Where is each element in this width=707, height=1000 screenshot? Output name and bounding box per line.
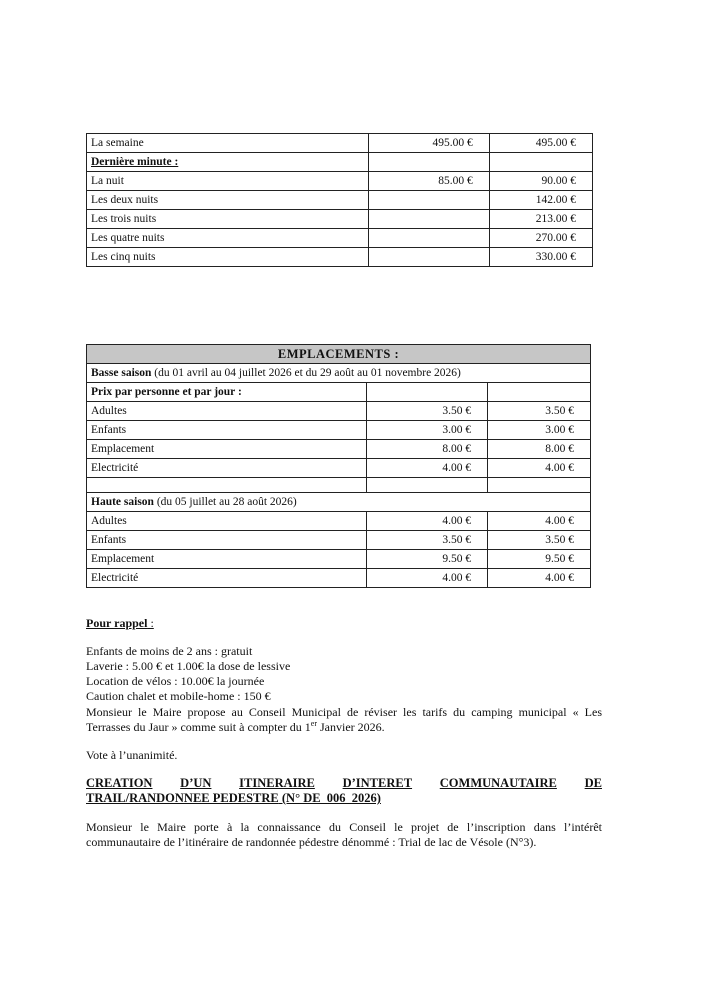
haute-saison-tarif-row bbox=[87, 512, 591, 531]
haute-saison-tarif-price-col2: 4.00 € bbox=[367, 569, 488, 588]
creation-title bbox=[86, 776, 602, 806]
creation-title-line2-suffix: (N° DE_006_2026) bbox=[278, 791, 381, 805]
basse-saison-tarif-label: Electricité bbox=[87, 459, 367, 478]
chalet-tarif-label: La nuit bbox=[87, 172, 369, 191]
creation-title-word: COMMUNAUTAIRE bbox=[439, 776, 557, 790]
chalet-tarif-row bbox=[87, 134, 593, 153]
basse-saison-tarif-price-col3: 8.00 € bbox=[488, 440, 591, 459]
haute-saison-tarif-label: Electricité bbox=[87, 569, 367, 588]
haute-saison-tarif-price-col3: 4.00 € bbox=[488, 569, 591, 588]
chalet-tarif-price-col2 bbox=[368, 248, 489, 267]
creation-title-word: DE bbox=[584, 776, 602, 790]
chalet-tarif-price-col3 bbox=[489, 153, 592, 172]
emplacements-body bbox=[87, 345, 591, 402]
chalet-tarif-label: Les deux nuits bbox=[87, 191, 369, 210]
tarifs-chalet-body bbox=[87, 134, 593, 267]
creation-title-line2 bbox=[86, 791, 602, 806]
basse-saison-tarif-row bbox=[87, 459, 591, 478]
chalet-tarif-price-col2 bbox=[368, 210, 489, 229]
haute-saison-tarif-price-col3: 3.50 € bbox=[488, 531, 591, 550]
haute-saison-rows bbox=[87, 512, 591, 588]
basse-saison-row bbox=[87, 364, 591, 383]
empty-cell bbox=[367, 478, 488, 493]
creation-title-word: CREATION bbox=[86, 776, 153, 790]
empty-cell bbox=[488, 478, 591, 493]
basse-saison-tarif-row bbox=[87, 402, 591, 421]
haute-saison-tarif-price-col2: 9.50 € bbox=[367, 550, 488, 569]
haute-saison-title bbox=[87, 493, 591, 512]
chalet-tarif-price-col3: 90.00 € bbox=[489, 172, 592, 191]
basse-saison-tarif-price-col3: 4.00 € bbox=[488, 459, 591, 478]
chalet-tarif-row bbox=[87, 153, 593, 172]
rappel-item: Caution chalet et mobile-home : 150 € bbox=[86, 689, 271, 703]
maire-propose-sup: er bbox=[310, 719, 317, 728]
emplacements-header: EMPLACEMENTS : bbox=[87, 345, 591, 364]
chalet-tarif-row bbox=[87, 172, 593, 191]
haute-saison-tarif-price-col2: 4.00 € bbox=[367, 512, 488, 531]
chalet-tarif-row bbox=[87, 210, 593, 229]
basse-saison-tarif-price-col2: 8.00 € bbox=[367, 440, 488, 459]
creation-title-line1 bbox=[86, 776, 602, 791]
chalet-tarif-label: Dernière minute : bbox=[87, 153, 369, 172]
chalet-tarif-price-col2 bbox=[368, 229, 489, 248]
chalet-tarif-price-col3: 495.00 € bbox=[489, 134, 592, 153]
chalet-tarif-price-col2: 495.00 € bbox=[368, 134, 489, 153]
chalet-tarif-label: Les quatre nuits bbox=[87, 229, 369, 248]
basse-saison-tarif-row bbox=[87, 440, 591, 459]
emplacements-table bbox=[86, 344, 591, 588]
chalet-tarif-row bbox=[87, 248, 593, 267]
basse-saison-rows bbox=[87, 402, 591, 478]
vote-paragraph: Vote à l’unanimité. bbox=[86, 748, 178, 762]
prix-personne-row bbox=[87, 383, 591, 402]
chalet-tarif-price-col2 bbox=[368, 153, 489, 172]
haute-saison-tarif-price-col3: 4.00 € bbox=[488, 512, 591, 531]
tarifs-chalet-table bbox=[86, 133, 593, 267]
maire-propose-paragraph bbox=[86, 705, 602, 735]
haute-saison-label: Haute saison bbox=[91, 496, 154, 508]
maire-propose-end: Janvier 2026. bbox=[316, 720, 385, 734]
rappel-title bbox=[86, 616, 602, 631]
basse-saison-tarif-price-col2: 3.00 € bbox=[367, 421, 488, 440]
basse-saison-tarif-label: Enfants bbox=[87, 421, 367, 440]
creation-title-word: D’INTERET bbox=[342, 776, 413, 790]
basse-saison-tarif-row bbox=[87, 421, 591, 440]
haute-saison-tarif-price-col3: 9.50 € bbox=[488, 550, 591, 569]
haute-saison-tarif-price-col2: 3.50 € bbox=[367, 531, 488, 550]
rappel-list bbox=[86, 644, 602, 704]
creation-title-line2-main: TRAIL/RANDONNEE PEDESTRE bbox=[86, 791, 279, 805]
rappel-item: Laverie : 5.00 € et 1.00€ la dose de lessive bbox=[86, 659, 291, 673]
empty-cell bbox=[488, 383, 591, 402]
emplacements-header-row bbox=[87, 345, 591, 364]
chalet-tarif-price-col2: 85.00 € bbox=[368, 172, 489, 191]
spacer-section bbox=[87, 478, 591, 512]
maire-propose-text: Monsieur le Maire propose au Conseil Municipal de réviser les tarifs du camping municipal « Les Terrasses du Jaur » comme suit à compter du 1 bbox=[86, 705, 602, 734]
prix-personne-label: Prix par personne et par jour : bbox=[87, 383, 367, 402]
chalet-tarif-row bbox=[87, 191, 593, 210]
chalet-tarif-price-col3: 330.00 € bbox=[489, 248, 592, 267]
chalet-tarif-price-col3: 142.00 € bbox=[489, 191, 592, 210]
basse-saison-label: Basse saison bbox=[91, 367, 152, 379]
haute-saison-row bbox=[87, 493, 591, 512]
chalet-tarif-price-col3: 213.00 € bbox=[489, 210, 592, 229]
empty-cell bbox=[367, 383, 488, 402]
chalet-tarif-label: La semaine bbox=[87, 134, 369, 153]
haute-saison-tarif-row bbox=[87, 550, 591, 569]
empty-cell bbox=[87, 478, 367, 493]
porte-paragraph: Monsieur le Maire porte à la connaissance du Conseil le projet de l’inscription dans l’intérêt communautaire de l’itinéraire de randonnée pédestre dénommé : Trial de lac de Vésole (N°3). bbox=[86, 820, 602, 849]
haute-saison-tarif-row bbox=[87, 569, 591, 588]
chalet-tarif-label: Les trois nuits bbox=[87, 210, 369, 229]
basse-saison-tarif-price-col3: 3.00 € bbox=[488, 421, 591, 440]
basse-saison-period: (du 01 avril au 04 juillet 2026 et du 29 août au 01 novembre 2026) bbox=[151, 367, 461, 379]
chalet-tarif-label: Les cinq nuits bbox=[87, 248, 369, 267]
haute-saison-tarif-label: Enfants bbox=[87, 531, 367, 550]
basse-saison-tarif-price-col3: 3.50 € bbox=[488, 402, 591, 421]
chalet-tarif-row bbox=[87, 229, 593, 248]
basse-saison-tarif-label: Emplacement bbox=[87, 440, 367, 459]
chalet-tarif-price-col3: 270.00 € bbox=[489, 229, 592, 248]
chalet-tarif-price-col2 bbox=[368, 191, 489, 210]
rappel-item: Location de vélos : 10.00€ la journée bbox=[86, 674, 265, 688]
haute-saison-tarif-label: Emplacement bbox=[87, 550, 367, 569]
spacer-row bbox=[87, 478, 591, 493]
haute-saison-tarif-label: Adultes bbox=[87, 512, 367, 531]
haute-saison-tarif-row bbox=[87, 531, 591, 550]
creation-title-word: D’UN bbox=[180, 776, 212, 790]
haute-saison-period: (du 05 juillet au 28 août 2026) bbox=[153, 496, 297, 508]
basse-saison-title bbox=[87, 364, 591, 383]
rappel-item: Enfants de moins de 2 ans : gratuit bbox=[86, 644, 253, 658]
basse-saison-tarif-price-col2: 4.00 € bbox=[367, 459, 488, 478]
rappel-title-text: Pour rappel bbox=[86, 616, 148, 630]
basse-saison-tarif-price-col2: 3.50 € bbox=[367, 402, 488, 421]
basse-saison-tarif-label: Adultes bbox=[87, 402, 367, 421]
creation-title-word: ITINERAIRE bbox=[239, 776, 315, 790]
rappel-title-suffix: : bbox=[147, 616, 154, 630]
